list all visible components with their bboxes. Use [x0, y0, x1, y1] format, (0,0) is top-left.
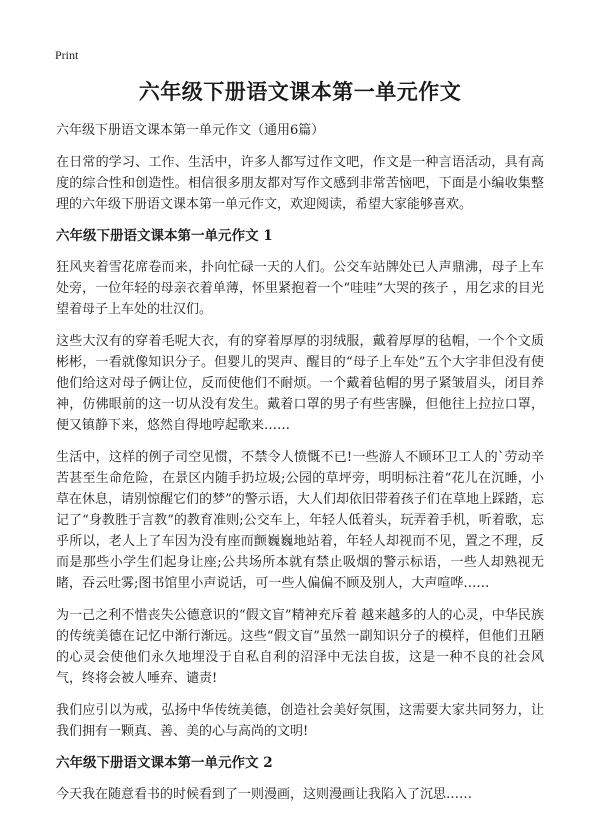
print-button[interactable]: Print	[55, 48, 79, 62]
page-title: 六年级下册语文课本第一单元作文	[138, 79, 462, 104]
section-2-paragraph-1: 今天我在随意看书的时候看到了一则漫画，这则漫画让我陷入了沉思……	[56, 787, 473, 802]
intro-paragraph: 在日常的学习、工作、生活中，许多人都写过作文吧，作文是一种言语活动，具有高度的综合性和创造性。相信很多朋友都对写作文感到非常苦恼吧，下面是小编收集整理的六年级下册语文课本第一单元作文，欢迎阅读，希望大家能够喜欢。	[56, 155, 544, 212]
section-1-paragraph-5: 我们应引以为戒，弘扬中华传统美德，创造社会美好氛围，这需要大家共同努力，让我们拥有一颗真、善、美的心与高尚的文明!	[56, 703, 544, 739]
section-heading-2: 六年级下册语文课本第一单元作文 2	[56, 755, 273, 771]
section-1-paragraph-1: 狂风夹着雪花席卷而来，扑向忙碌一天的人们。公交车站牌处已人声鼎沸，母子上车处旁，一位年轻的母亲衣着单薄，怀里紧抱着一个“哇哇”大哭的孩子 ，用乞求的目光望着母子上车处的壮汉们。	[56, 260, 544, 317]
section-1-paragraph-4: 为一己之利不惜丧失公德意识的“假文盲”精神充斥着 越来越多的人的心灵，中华民族的传统美德在记忆中渐行渐远。这些“假文盲”虽然一副知识分子的模样，但他们丑陋的心灵会使他们永久地埋没于自私自利的沼泽中无法自拔，这是一种不良的社会风气，终将会被人唾弃、谴责!	[56, 608, 544, 686]
section-1-paragraph-3: 生活中，这样的例子司空见惯，不禁令人愤慨不已!一些游人不顾环卫工人的`劳动辛苦甚至生命危险，在景区内随手扔垃圾;公园的草坪旁，明明标注着“花儿在沉睡，小草在休息，请别惊醒它们的梦”的警示语，大人们却依旧带着孩子们在草地上踩踏，忘记了“身教胜于言教”的教育准则;公交车上，年轻人低着头，玩弄着手机，听着歌，忘乎所以，老人上了车因为没有座而颤巍巍地站着，年轻人却视而不见，置之不理，反而是那些小学生们起身让座;公共场所本就有禁止吸烟的警示标语，一些人却熟视无睹，吞云吐雾;图书馆里小声说话，可一些人偏偏不顾及别人，大声喧哗……	[56, 450, 544, 591]
document-body	[56, 120, 544, 816]
section-heading-1: 六年级下册语文课本第一单元作文 1	[56, 228, 273, 244]
document-subtitle: 六年级下册语文课本第一单元作文（通用6篇）	[56, 123, 325, 138]
section-1-paragraph-2: 这些大汉有的穿着毛呢大衣，有的穿着厚厚的羽绒服，戴着厚厚的毡帽，一个个文质彬彬，一看就像知识分子。但婴儿的哭声、醒目的“母子上车处”五个大字非但没有使他们给这对母子俩让位，反而使他们不耐烦。一个戴着毡帽的男子紧皱眉头，闭目养神，仿佛眼前的这一切从没有发生。戴着口罩的男子有些害臊，但他往上拉拉口罩，便又镇静下来，悠然自得地哼起歌来……	[56, 334, 544, 433]
